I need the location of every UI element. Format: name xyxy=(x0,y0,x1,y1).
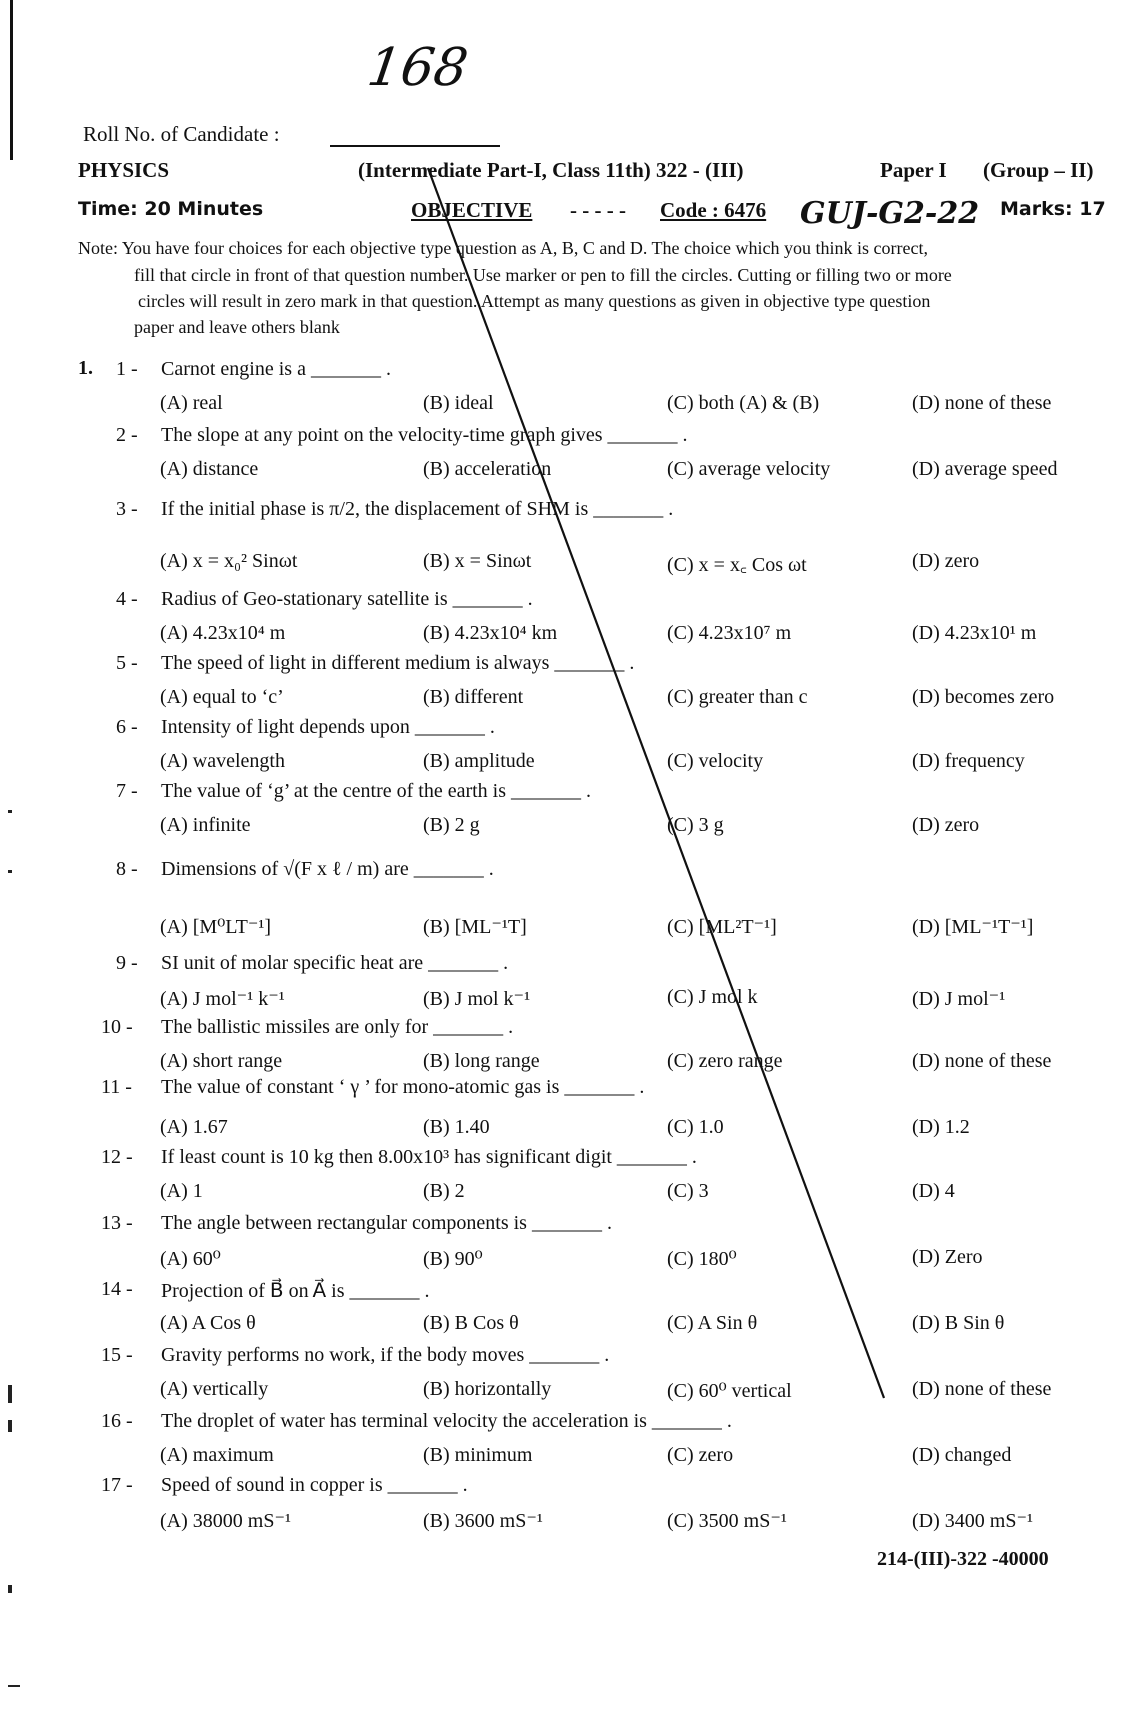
option-d: (D) none of these xyxy=(912,1378,1052,1400)
question-text: The angle between rectangular components is _______ . xyxy=(161,1212,612,1234)
question-number: 6 - xyxy=(116,716,138,738)
question-text: Radius of Geo-stationary satellite is _______ . xyxy=(161,588,533,610)
option-d: (D) 3400 mS⁻¹ xyxy=(912,1510,1033,1532)
marks-label: Marks: 17 xyxy=(1000,198,1106,220)
option-c: (C) both (A) & (B) xyxy=(667,392,820,414)
question-text: The slope at any point on the velocity-time graph gives _______ . xyxy=(161,424,688,446)
question-text: The value of constant ‘ γ ’ for mono-atomic gas is _______ . xyxy=(161,1076,645,1098)
option-c: (C) greater than c xyxy=(667,686,808,708)
header-dashes: - - - - - xyxy=(570,198,626,222)
option-d: (D) [ML⁻¹T⁻¹] xyxy=(912,916,1034,938)
option-c: (C) x = x꜀ Cos ωt xyxy=(667,554,807,576)
option-c: (C) 4.23x10⁷ m xyxy=(667,622,792,644)
option-a: (A) maximum xyxy=(160,1444,274,1466)
option-b: (B) [ML⁻¹T] xyxy=(423,916,527,938)
option-a: (A) real xyxy=(160,392,223,414)
option-b: (B) minimum xyxy=(423,1444,533,1466)
question-text: Speed of sound in copper is _______ . xyxy=(161,1474,468,1496)
option-b: (B) x = Sinωt xyxy=(423,550,532,572)
note-line-2: fill that circle in front of that question number. Use marker or pen to fill the circles. Cutting or filling two or more xyxy=(134,265,952,285)
class-info: (Intermediate Part-I, Class 11th) 322 - (III) xyxy=(358,158,744,182)
option-b: (B) amplitude xyxy=(423,750,535,772)
question-number: 13 - xyxy=(101,1212,133,1234)
option-a: (A) x = x₀² Sinωt xyxy=(160,550,298,572)
question-text: The droplet of water has terminal velocity the acceleration is _______ . xyxy=(161,1410,732,1432)
question-text: Projection of B⃗ on A⃗ is _______ . xyxy=(161,1280,430,1302)
option-c: (C) 180⁰ xyxy=(667,1248,737,1270)
question-text: If the initial phase is π/2, the displacement of SHM is _______ . xyxy=(161,498,674,520)
option-c: (C) 3500 mS⁻¹ xyxy=(667,1510,787,1532)
question-number: 7 - xyxy=(116,780,138,802)
option-d: (D) J mol⁻¹ xyxy=(912,988,1006,1010)
question-number: 4 - xyxy=(116,588,138,610)
option-a: (A) 1 xyxy=(160,1180,203,1202)
option-d: (D) 4.23x10¹ m xyxy=(912,622,1037,644)
option-c: (C) zero xyxy=(667,1444,734,1466)
paper-footer-code: 214-(III)-322 -40000 xyxy=(877,1548,1049,1570)
option-c: (C) J mol k xyxy=(667,986,758,1008)
option-d: (D) changed xyxy=(912,1444,1012,1466)
question-number: 9 - xyxy=(116,952,138,974)
option-b: (B) 1.40 xyxy=(423,1116,490,1138)
option-b: (B) different xyxy=(423,686,524,708)
option-b: (B) J mol k⁻¹ xyxy=(423,988,531,1010)
option-c: (C) [ML²T⁻¹] xyxy=(667,916,777,938)
question-text: If least count is 10 kg then 8.00x10³ has significant digit _______ . xyxy=(161,1146,697,1168)
time-label: Time: 20 Minutes xyxy=(78,198,264,220)
option-c: (C) A Sin θ xyxy=(667,1312,758,1334)
question-text: SI unit of molar specific heat are _______ . xyxy=(161,952,509,974)
subject-title: PHYSICS xyxy=(78,158,170,182)
option-d: (D) 1.2 xyxy=(912,1116,970,1138)
option-a: (A) distance xyxy=(160,458,259,480)
option-c: (C) zero range xyxy=(667,1050,783,1072)
option-a: (A) equal to ‘c’ xyxy=(160,686,284,708)
question-text: The value of ‘g’ at the centre of the earth is _______ . xyxy=(161,780,592,802)
section-number: 1. xyxy=(78,357,93,379)
option-d: (D) becomes zero xyxy=(912,686,1055,708)
question-number: 2 - xyxy=(116,424,138,446)
option-d: (D) zero xyxy=(912,550,980,572)
question-number: 1 - xyxy=(116,358,138,380)
option-a: (A) J mol⁻¹ k⁻¹ xyxy=(160,988,285,1010)
question-number: 11 - xyxy=(101,1076,132,1098)
option-a: (A) short range xyxy=(160,1050,283,1072)
option-b: (B) 4.23x10⁴ km xyxy=(423,622,558,644)
option-d: (D) none of these xyxy=(912,392,1052,414)
option-d: (D) B Sin θ xyxy=(912,1312,1005,1334)
question-text: Intensity of light depends upon _______ . xyxy=(161,716,495,738)
objective-label: OBJECTIVE xyxy=(411,198,533,222)
question-number: 5 - xyxy=(116,652,138,674)
option-d: (D) none of these xyxy=(912,1050,1052,1072)
option-d: (D) frequency xyxy=(912,750,1025,772)
question-text: Dimensions of √(F x ℓ / m) are _______ . xyxy=(161,858,494,880)
question-text: The ballistic missiles are only for _______ . xyxy=(161,1016,514,1038)
question-number: 8 - xyxy=(116,858,138,880)
option-c: (C) 60⁰ vertical xyxy=(667,1380,792,1402)
question-text: Carnot engine is a _______ . xyxy=(161,358,391,380)
option-a: (A) A Cos θ xyxy=(160,1312,256,1334)
question-text: Gravity performs no work, if the body moves _______ . xyxy=(161,1344,610,1366)
option-c: (C) velocity xyxy=(667,750,764,772)
handwritten-code: GUJ-G2-22 xyxy=(800,196,980,231)
option-a: (A) vertically xyxy=(160,1378,269,1400)
option-a: (A) 1.67 xyxy=(160,1116,228,1138)
question-number: 10 - xyxy=(101,1016,133,1038)
option-b: (B) horizontally xyxy=(423,1378,552,1400)
option-d: (D) zero xyxy=(912,814,980,836)
option-a: (A) 60⁰ xyxy=(160,1248,221,1270)
option-d: (D) 4 xyxy=(912,1180,955,1202)
group-label: (Group – II) xyxy=(983,158,1094,182)
option-b: (B) 2 xyxy=(423,1180,465,1202)
note-line-1: Note: You have four choices for each objective type question as A, B, C and D. The choice which you think is correct, xyxy=(78,238,928,258)
note-line-3: circles will result in zero mark in that question. Attempt as many questions as given in objective type question xyxy=(138,291,931,311)
roll-number-label: Roll No. of Candidate : xyxy=(83,122,280,146)
note-line-4: paper and leave others blank xyxy=(134,317,340,337)
question-number: 16 - xyxy=(101,1410,133,1432)
option-a: (A) 4.23x10⁴ m xyxy=(160,622,286,644)
question-number: 17 - xyxy=(101,1474,133,1496)
option-b: (B) long range xyxy=(423,1050,540,1072)
question-text: The speed of light in different medium is always _______ . xyxy=(161,652,635,674)
question-number: 15 - xyxy=(101,1344,133,1366)
option-a: (A) 38000 mS⁻¹ xyxy=(160,1510,291,1532)
question-number: 12 - xyxy=(101,1146,133,1168)
option-b: (B) ideal xyxy=(423,392,494,414)
option-b: (B) 3600 mS⁻¹ xyxy=(423,1510,543,1532)
option-a: (A) [M⁰LT⁻¹] xyxy=(160,916,272,938)
option-b: (B) 90⁰ xyxy=(423,1248,483,1270)
roll-number-handwritten: 168 xyxy=(363,38,472,98)
option-c: (C) 3 xyxy=(667,1180,709,1202)
option-b: (B) B Cos θ xyxy=(423,1312,519,1334)
question-number: 14 - xyxy=(101,1278,133,1300)
option-c: (C) average velocity xyxy=(667,458,831,480)
option-a: (A) infinite xyxy=(160,814,251,836)
paper-label: Paper I xyxy=(880,158,947,182)
option-d: (D) Zero xyxy=(912,1246,983,1268)
option-c: (C) 3 g xyxy=(667,814,724,836)
option-b: (B) acceleration xyxy=(423,458,552,480)
option-c: (C) 1.0 xyxy=(667,1116,724,1138)
option-b: (B) 2 g xyxy=(423,814,480,836)
code-label: Code : 6476 xyxy=(660,198,767,222)
option-d: (D) average speed xyxy=(912,458,1058,480)
question-number: 3 - xyxy=(116,498,138,520)
option-a: (A) wavelength xyxy=(160,750,285,772)
